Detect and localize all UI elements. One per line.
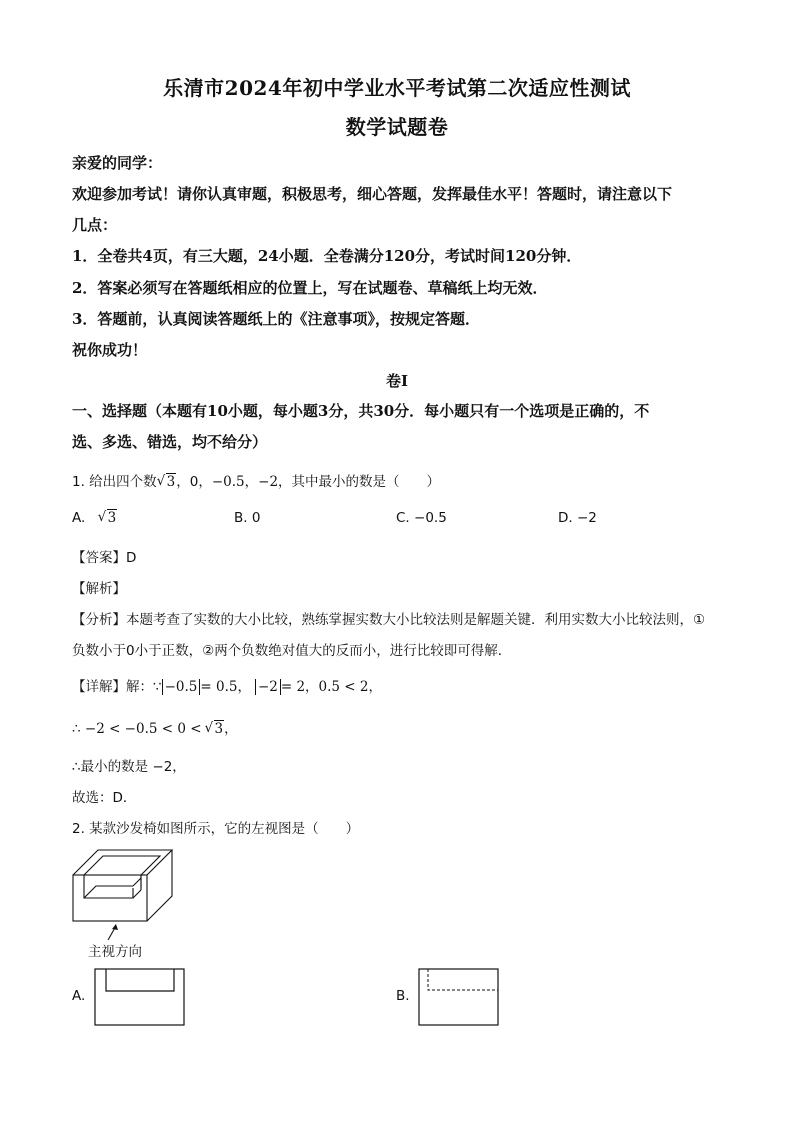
q1-option-d: D. −2: [558, 510, 597, 526]
rule-1: 1．全卷共4页，有三大题，24小题．全卷满分120分，考试时间120分钟．: [72, 247, 582, 265]
wish: 祝你成功！: [72, 341, 148, 359]
arrow-head-icon: [112, 924, 118, 930]
q1-option-c: C. −0.5: [396, 510, 447, 526]
q1-mid: ，0，: [176, 474, 212, 490]
rule-3: 3．答题前，认真阅读答题纸上的《注意事项》，按规定答题．: [72, 310, 480, 328]
page-subtitle: 数学试题卷: [345, 115, 449, 139]
section-heading-line-2: 选、多选、错选，均不给分）: [72, 433, 268, 451]
section-heading-line-1: 一、选择题（本题有10小题，每小题3分，共30分．每小题只有一个选项是正确的，不: [72, 402, 650, 420]
sqrt-3-option: √ 3: [98, 510, 118, 526]
fenxi-line-2: 负数小于0小于正数，②两个负数绝对值大的反而小，进行比较即可得解．: [72, 643, 512, 659]
q1-sep: ，: [244, 474, 259, 490]
greeting: 亲爱的同学：: [72, 154, 163, 172]
question-2: 2. 某款沙发椅如图所示，它的左视图是（ ）: [72, 821, 360, 837]
intro-line-1: 欢迎参加考试！请你认真审题，积极思考，细心答题，发挥最佳水平！答题时，请注意以下: [72, 185, 673, 203]
answer-tag: 【答案】: [72, 550, 126, 566]
detail-line-2: ∴ −2 < −0.5 < 0 <√ 3，: [72, 717, 238, 737]
analysis-tag: 【解析】: [72, 581, 126, 597]
volume-label: 卷Ⅰ: [385, 372, 409, 390]
q1-option-a: A. √ 3: [72, 510, 117, 526]
sqrt-3-step: √ 3: [205, 721, 225, 737]
fenxi-line-1: 【分析】本题考查了实数的大小比较，熟练掌握实数大小比较法则是解题关键．利用实数大小比较法则，①: [72, 612, 706, 628]
q1-suffix: ，其中最小的数是（ ）: [278, 474, 441, 490]
q2-option-b-label: B.: [396, 988, 410, 1004]
abs-neg-half: −0.5: [162, 679, 201, 695]
q2-option-a-figure: [94, 968, 186, 1026]
q1-prefix: 1. 给出四个数: [72, 474, 157, 490]
q2-option-a-label: A.: [72, 988, 86, 1004]
detail-line-3: ∴最小的数是 −2，: [72, 759, 186, 775]
q1-neg-two: −2: [258, 474, 279, 490]
sqrt-3-expr: √ 3: [157, 474, 177, 490]
q1-option-b: B. 0: [234, 510, 261, 526]
detail-line-4: 故选：D．: [72, 790, 137, 806]
detail-line-1: 【详解】解：∵ −0.5 = 0.5， −2 = 2，0.5 < 2，: [72, 679, 383, 695]
q1-answer: [72, 546, 136, 566]
page-title: 乐清市2024年初中学业水平考试第二次适应性测试: [163, 76, 631, 100]
q1-neg-half: −0.5: [211, 474, 245, 490]
answer-value: D: [126, 550, 137, 566]
q2-option-b-figure: [418, 968, 500, 1026]
rule-2: 2．答案必须写在答题纸相应的位置上，写在试题卷、草稿纸上均无效．: [72, 279, 548, 297]
abs-neg-two: −2: [255, 679, 281, 695]
direction-label: 主视方向: [88, 944, 142, 960]
intro-line-1b: 几点：: [72, 216, 118, 234]
question-1: [72, 470, 440, 490]
